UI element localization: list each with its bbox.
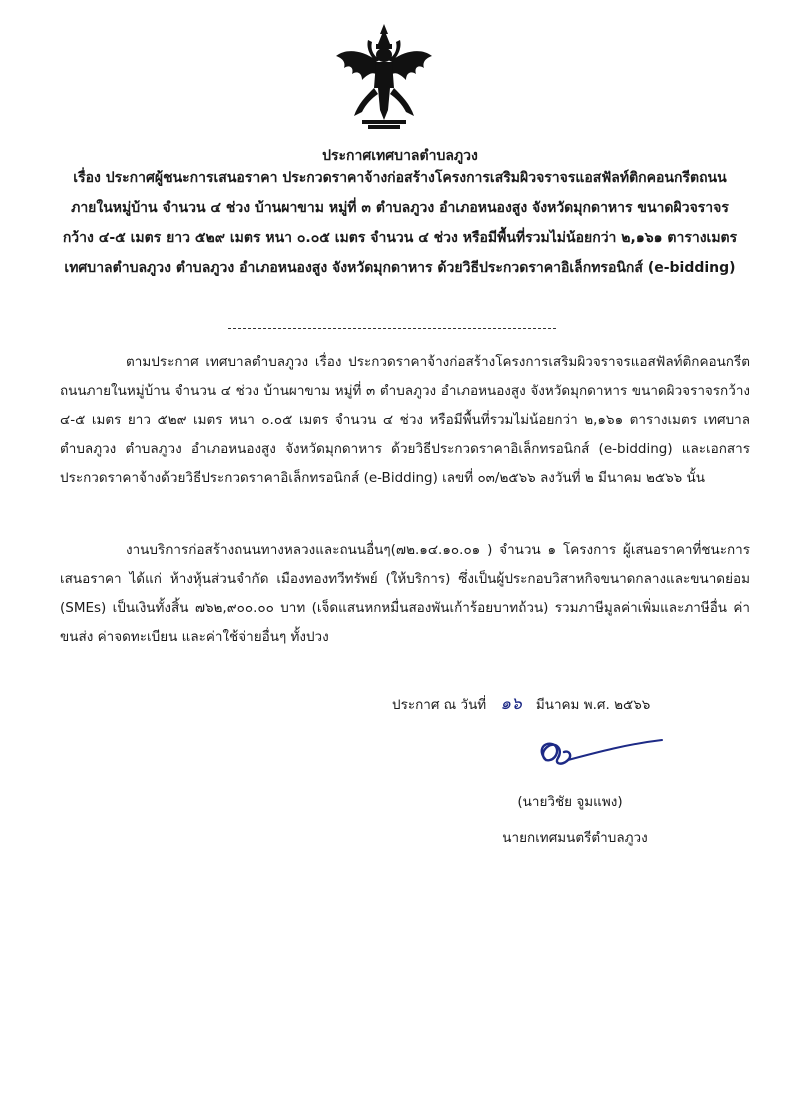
date-suffix: มีนาคม พ.ศ. ๒๕๖๖ <box>535 697 651 713</box>
signer-title: นายกเทศมนตรีตำบลภูวง <box>502 830 648 846</box>
date-day-handwritten: ๑๖ <box>500 694 522 714</box>
garuda-emblem-icon <box>332 22 436 130</box>
divider <box>228 328 556 329</box>
date-prefix: ประกาศ ณ วันที่ <box>392 697 487 713</box>
signature-mark <box>528 730 668 780</box>
body-paragraph-winner: งานบริการก่อสร้างถนนทางหลวงและถนนอื่นๆ(๗๒.๑๔.๑๐.๐๑ ) จำนวน ๑ โครงการ ผู้เสนอราคาที่ชนะการเสนอราคา ได้แก่ ห้างหุ้นส่วนจำกัด เมืองทองทวีทรัพย์ (ให้บริการ) ซึ่งเป็นผู้ประกอบวิสาหกิจขนาดกลางและขนาดย่อม (SMEs) เป็นเงินทั้งสิ้น ๗๖๒,๙๐๐.๐๐ บาท (เจ็ดแสนหกหมื่นสองพันเก้าร้อยบาทถ้วน) รวมภาษีมูลค่าเพิ่มและภาษีอื่น ค่าขนส่ง ค่าจดทะเบียน และค่าใช้จ่ายอื่นๆ ทั้งปวง <box>60 542 750 645</box>
announcement-heading: ประกาศเทศบาลตำบลภูวง <box>322 148 478 164</box>
body-paragraph-reference: ตามประกาศ เทศบาลตำบลภูวง เรื่อง ประกวดราคาจ้างก่อสร้างโครงการเสริมผิวจราจรแอสฟัลท์ติกคอนกรีตถนนภายในหมู่บ้าน จำนวน ๔ ช่วง บ้านผาขาม หมู่ที่ ๓ ตำบลภูวง อำเภอหนองสูง จังหวัดมุกดาหาร ขนาดผิวจราจรกว้าง ๔-๕ เมตร ยาว ๕๒๙ เมตร หนา ๐.๐๕ เมตร จำนวน ๔ ช่วง หรือมีพื้นที่รวมไม่น้อยกว่า ๒,๑๖๑ ตารางเมตร เทศบาลตำบลภูวง ตำบลภูวง อำเภอหนองสูง จังหวัดมุกดาหาร ด้วยวิธีประกวดราคาอิเล็กทรอนิกส์ (e-bidding) และเอกสารประกวดราคาจ้างด้วยวิธีประกวดราคาอิเล็กทรอนิกส์ (e-Bidding) เลขที่ ๐๓/๒๕๖๖ ลงวันที่ ๒ มีนาคม ๒๕๖๖ นั้น <box>60 354 750 486</box>
announcement-date <box>392 690 650 717</box>
announcement-subject: เรื่อง ประกาศผู้ชนะการเสนอราคา ประกวดราคาจ้างก่อสร้างโครงการเสริมผิวจราจรแอสฟัลท์ติกคอนกรีตถนนภายในหมู่บ้าน จำนวน ๔ ช่วง บ้านผาขาม หมู่ที่ ๓ ตำบลภูวง อำเภอหนองสูง จังหวัดมุกดาหาร ขนาดผิวจราจรกว้าง ๔-๕ เมตร ยาว ๕๒๙ เมตร หนา ๐.๐๕ เมตร จำนวน ๔ ช่วง หรือมีพื้นที่รวมไม่น้อยกว่า ๒,๑๖๑ ตารางเมตร เทศบาลตำบลภูวง ตำบลภูวง อำเภอหนองสูง จังหวัดมุกดาหาร ด้วยวิธีประกวดราคาอิเล็กทรอนิกส์ (e-bidding) <box>62 170 738 276</box>
signer-name: (นายวิชัย จูมแพง) <box>517 794 623 810</box>
